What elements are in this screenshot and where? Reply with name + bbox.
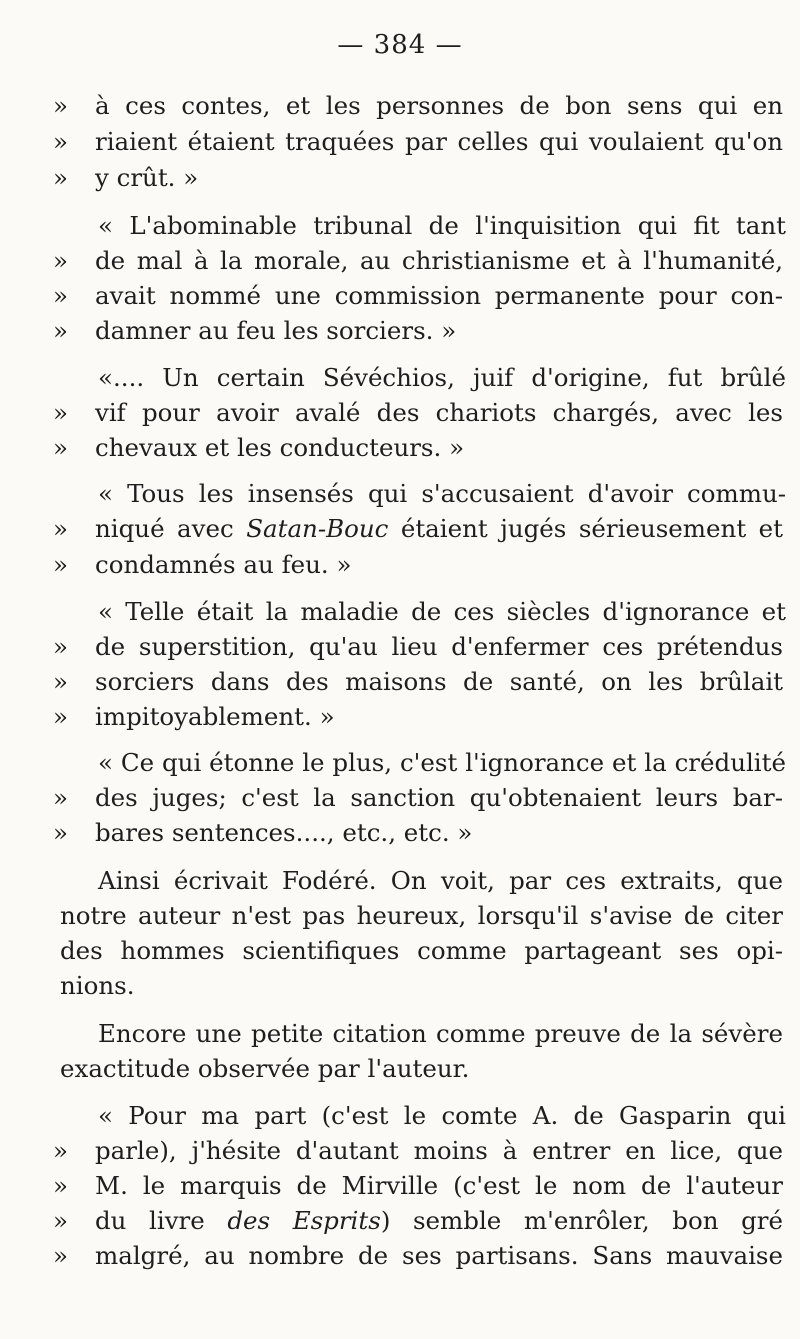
line-text-main: « Tous les insensés qui s'accusaient d'avoir commu-: [98, 479, 786, 508]
line-text: [98, 592, 786, 632]
line-text: [60, 1049, 783, 1089]
guillemet-marker: »: [53, 91, 68, 120]
line-text-main: notre auteur n'est pas heureux, lorsqu'il s'avise de citer: [60, 901, 783, 930]
guillemet-marker: »: [53, 818, 68, 847]
text-line: [0, 358, 800, 398]
text-line: [0, 158, 800, 198]
text-line: [0, 1166, 800, 1206]
text-line: [0, 813, 800, 853]
text-line: [0, 311, 800, 351]
line-text-main: des hommes scientifiques comme partageant ses opi-: [60, 936, 783, 965]
line-text-main: impitoyablement. »: [95, 702, 335, 731]
line-text: [95, 276, 783, 316]
line-text-main: sorciers dans des maisons de santé, on les brûlait: [95, 667, 783, 696]
line-text-main: « Ce qui étonne le plus, c'est l'ignorance et la crédulité: [98, 748, 786, 777]
line-text-main: y crût. »: [95, 163, 199, 192]
line-text: [98, 1096, 786, 1136]
line-text: [60, 896, 783, 936]
text-line: [0, 86, 800, 126]
line-text-main: Encore une petite citation comme preuve de la sévère: [98, 1019, 783, 1048]
guillemet-marker: »: [53, 1136, 68, 1165]
line-text: [95, 778, 783, 818]
text-line: [0, 428, 800, 468]
line-text-tail: étaient jugés sérieusement et: [388, 514, 783, 543]
text-line: [0, 743, 800, 783]
text-line: [0, 931, 800, 971]
guillemet-marker: »: [53, 281, 68, 310]
guillemet-marker: »: [53, 1171, 68, 1200]
guillemet-marker: »: [53, 514, 68, 543]
guillemet-marker: »: [53, 702, 68, 731]
text-line: [0, 393, 800, 433]
line-text-main: des juges; c'est la sanction qu'obtenaient leurs bar-: [95, 783, 783, 812]
guillemet-marker: »: [53, 1241, 68, 1270]
line-text: [95, 627, 783, 667]
guillemet-marker: »: [53, 550, 68, 579]
line-text: [95, 428, 783, 468]
guillemet-marker: »: [53, 398, 68, 427]
text-line: [0, 1049, 800, 1089]
text-line: [0, 778, 800, 818]
line-text-main: vif pour avoir avalé des chariots chargés, avec les: [95, 398, 783, 427]
line-text-tail: ) semble m'enrôler, bon gré: [380, 1206, 783, 1235]
line-text-main: chevaux et les conducteurs. »: [95, 433, 465, 462]
text-line: [0, 662, 800, 702]
line-text: [98, 358, 786, 398]
line-text: [95, 545, 783, 585]
line-text-main: « Pour ma part (c'est le comte A. de Gasparin qui: [98, 1101, 786, 1130]
line-text: [95, 241, 783, 281]
text-line: [0, 966, 800, 1006]
guillemet-marker: »: [53, 667, 68, 696]
line-text: [95, 1201, 783, 1241]
text-line: [0, 861, 800, 901]
text-line: [0, 206, 800, 246]
text-line: [0, 474, 800, 514]
line-text-main: «.... Un certain Sévéchios, juif d'origine, fut brûlé: [98, 363, 786, 392]
text-line: [0, 122, 800, 162]
line-text: [98, 861, 783, 901]
line-text: [95, 1236, 783, 1276]
text-line: [0, 276, 800, 316]
line-text-main: nions.: [60, 971, 135, 1000]
guillemet-marker: »: [53, 1206, 68, 1235]
text-line: [0, 592, 800, 632]
italic-title: des Esprits: [227, 1206, 381, 1235]
guillemet-marker: »: [53, 163, 68, 192]
line-text: [95, 813, 783, 853]
line-text: [95, 662, 783, 702]
line-text-main: « Telle était la maladie de ces siècles d'ignorance et: [98, 597, 786, 626]
guillemet-marker: »: [53, 433, 68, 462]
line-text-main: du livre: [95, 1206, 228, 1235]
line-text-main: de superstition, qu'au lieu d'enfermer ces prétendus: [95, 632, 783, 661]
text-line: [0, 545, 800, 585]
line-text-main: M. le marquis de Mirville (c'est le nom de l'auteur: [95, 1171, 783, 1200]
line-text: [95, 1166, 783, 1206]
line-text: [95, 122, 783, 162]
text-line: [0, 1014, 800, 1054]
line-text: [98, 474, 786, 514]
line-text: [95, 509, 783, 549]
line-text: [98, 1014, 783, 1054]
line-text: [60, 931, 783, 971]
guillemet-marker: »: [53, 632, 68, 661]
line-text-main: damner au feu les sorciers. »: [95, 316, 457, 345]
line-text-main: Ainsi écrivait Fodéré. On voit, par ces extraits, que: [98, 866, 783, 895]
italic-title: Satan-Bouc: [246, 514, 389, 543]
line-text: [98, 206, 786, 246]
line-text-main: à ces contes, et les personnes de bon sens qui en: [95, 91, 783, 120]
text-line: [0, 697, 800, 737]
guillemet-marker: »: [53, 316, 68, 345]
text-line: [0, 896, 800, 936]
text-line: [0, 627, 800, 667]
line-text-main: avait nommé une commission permanente pour con-: [95, 281, 783, 310]
page-number-header: — 384 —: [337, 30, 463, 60]
line-text: [95, 158, 783, 198]
line-text-main: riaient étaient traquées par celles qui voulaient qu'on: [95, 127, 783, 156]
line-text: [60, 966, 783, 1006]
line-text-main: « L'abominable tribunal de l'inquisition qui fit tant: [98, 211, 786, 240]
line-text: [95, 1131, 783, 1171]
text-line: [0, 1096, 800, 1136]
line-text-main: niqué avec: [95, 514, 247, 543]
text-line: [0, 241, 800, 281]
line-text-main: malgré, au nombre de ses partisans. Sans mauvaise: [95, 1241, 783, 1270]
guillemet-marker: »: [53, 783, 68, 812]
line-text-main: condamnés au feu. »: [95, 550, 352, 579]
line-text: [95, 311, 783, 351]
line-text-main: exactitude observée par l'auteur.: [60, 1054, 470, 1083]
text-line: [0, 1236, 800, 1276]
guillemet-marker: »: [53, 246, 68, 275]
line-text: [98, 743, 786, 783]
text-line: [0, 1131, 800, 1171]
line-text: [95, 393, 783, 433]
line-text-main: de mal à la morale, au christianisme et à l'humanité,: [95, 246, 783, 275]
text-line: [0, 1201, 800, 1241]
guillemet-marker: »: [53, 127, 68, 156]
line-text-main: bares sentences...., etc., etc. »: [95, 818, 473, 847]
line-text: [95, 697, 783, 737]
text-line: [0, 509, 800, 549]
line-text: [95, 86, 783, 126]
line-text-main: parle), j'hésite d'autant moins à entrer en lice, que: [95, 1136, 783, 1165]
